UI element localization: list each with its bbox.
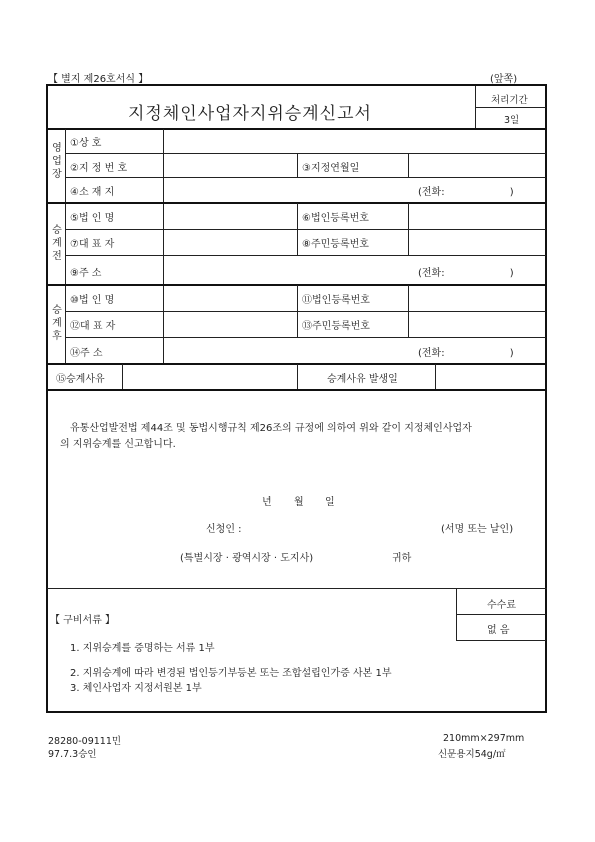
processing-value: 3일	[504, 115, 520, 126]
cell-divider	[435, 364, 436, 389]
documents-label: 【 구비서류 】	[50, 615, 115, 626]
transferor-corp-name-label: ⑤법 인 명	[70, 213, 115, 224]
designation-date-label: ③지정연월일	[302, 163, 360, 174]
row-line	[65, 177, 546, 178]
row-line	[65, 311, 546, 312]
fee-bottom-line	[456, 640, 546, 641]
fee-value: 없 음	[487, 625, 510, 636]
footer-paper-size: 210mm×297mm	[443, 733, 525, 744]
row-line	[65, 337, 546, 338]
reason-label: ⑮승계사유	[56, 374, 105, 385]
document-item-2: 2. 지위승계에 따라 변경된 법인등기부등본 또는 조합설립인가증 사본 1부	[70, 668, 392, 679]
transferor-address-label: ⑨주 소	[70, 268, 102, 279]
authority-label: (특별시장 · 광역시장 · 도지사)	[180, 553, 314, 564]
cell-divider	[408, 153, 409, 177]
date-year: 년	[262, 497, 272, 508]
transferee-address-label: ⑭주 소	[70, 348, 103, 359]
date-month: 월	[294, 497, 304, 508]
declaration-line-1: 유통산업발전법 제44조 및 동법시행규칙 제26조의 규정에 의하여 위와 같이 지정체인사업자	[70, 423, 472, 434]
row-line	[65, 153, 546, 154]
transferor-phone-label: (전화: )	[418, 268, 514, 279]
cell-divider	[122, 364, 123, 389]
footer-paper-type: 신문용지54g/㎡	[438, 749, 506, 760]
form-number: 【 별지 제26호서식 】	[48, 74, 149, 85]
declaration-line-2: 의 지위승계를 신고합니다.	[60, 439, 176, 450]
row-line	[65, 229, 546, 230]
document-item-1: 1. 지위승계를 증명하는 서류 1부	[70, 643, 215, 654]
business-group-label: 영업장	[52, 143, 62, 180]
document-item-3: 3. 체인사업자 지정서원본 1부	[70, 683, 202, 694]
date-day: 일	[325, 497, 335, 508]
transferor-rep-label: ⑦대 표 자	[70, 239, 115, 250]
transferee-phone-label: (전화: )	[418, 348, 514, 359]
cell-divider	[297, 153, 298, 177]
transferee-corp-name-label: ⑩법 인 명	[70, 295, 115, 306]
business-name-label: ①상 호	[70, 138, 102, 149]
row-line	[65, 255, 546, 256]
section-border	[47, 389, 547, 391]
transferee-resident-reg-label: ⑬주민등록번호	[302, 321, 370, 332]
transferor-resident-reg-label: ⑧주민등록번호	[302, 239, 369, 250]
section-label-divider	[65, 129, 66, 364]
page-side-label: (앞쪽)	[490, 74, 518, 85]
signature-label: (서명 또는 날인)	[441, 524, 514, 535]
transferee-group-label: 승계후	[52, 305, 62, 342]
footer-approval: 97.7.3승인	[48, 749, 97, 760]
applicant-label: 신청인 :	[206, 524, 242, 535]
form-title: 지정체인사업자지위승계신고서	[128, 104, 372, 124]
transferor-corp-reg-label: ⑥법인등록번호	[302, 213, 369, 224]
honorific-label: 귀하	[392, 553, 412, 564]
transferee-corp-reg-label: ⑪법인등록번호	[302, 295, 370, 306]
fee-row-line	[456, 614, 546, 615]
transferor-group-label: 승계전	[52, 225, 62, 262]
processing-label: 처리기간	[491, 95, 528, 106]
cell-divider	[297, 364, 298, 389]
processing-divider	[475, 107, 546, 108]
title-bottom-border	[47, 128, 547, 130]
transferee-rep-label: ⑫대 표 자	[70, 321, 116, 332]
fee-label: 수수료	[487, 600, 516, 611]
business-phone-label: (전화: )	[418, 187, 514, 198]
business-address-label: ④소 재 지	[70, 187, 115, 198]
reason-date-label: 승계사유 발생일	[327, 374, 398, 385]
registration-number-label: ②지 정 번 호	[70, 163, 128, 174]
field-label-divider	[163, 129, 164, 364]
section-border	[47, 588, 547, 589]
footer-code: 28280-09111민	[48, 736, 122, 747]
form-frame	[46, 84, 547, 713]
